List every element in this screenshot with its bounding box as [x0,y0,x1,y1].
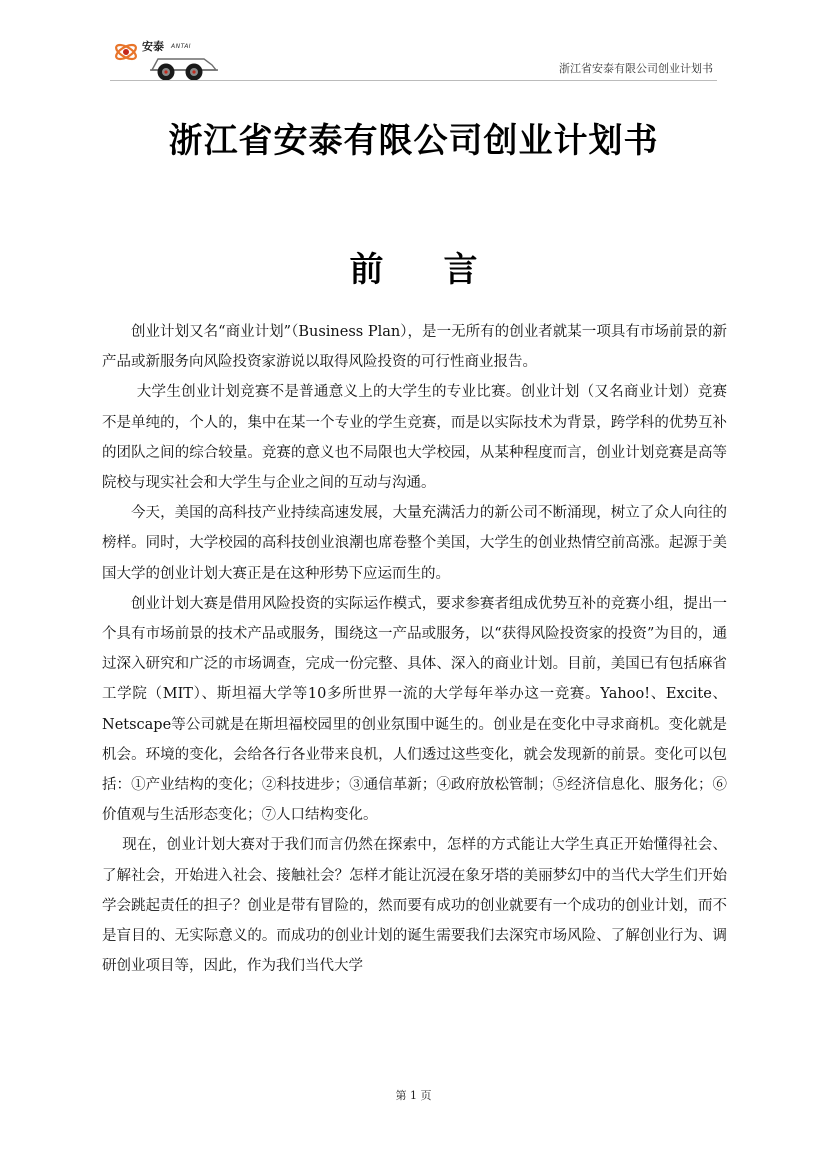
page-number: 第 1 页 [395,1089,432,1102]
paragraph: 今天，美国的高科技产业持续高速发展，大量充满活力的新公司不断涌现，树立了众人向往的榜样。同时，大学校园的高科技创业浪潮也席卷整个美国，大学生的创业热情空前高涨。起源于美国大学的创业计划大赛正是在这种形势下应运而生的。 [102,505,727,582]
company-logo [112,32,224,84]
paragraph: 创业计划大赛是借用风险投资的实际运作模式，要求参赛者组成优势互补的竞赛小组，提出一个具有市场前景的技术产品或服务，围绕这一产品或服务，以“获得风险投资家的投资”为目的，通过深入研究和广泛的市场调查，完成一份完整、具体、深入的商业计划。目前，美国已有包括麻省工学院（MIT）、斯坦福大学等10多所世界一流的大学每年举办这一竞赛。Yahoo!、Excite、Netscape等公司就是在斯坦福校园里的创业氛围中诞生的。创业是在变化中寻求商机。变化就是机会。环境的变化，会给各行各业带来良机，人们透过这些变化，就会发现新的前景。变化可以包括：①产业结构的变化；②科技进步；③通信革新；④政府放松管制；⑤经济信息化、服务化；⑥价值观与生活形态变化；⑦人口结构变化。 [102,595,727,824]
section-title [0,242,827,291]
section-title-char-2: 言 [443,250,478,290]
paragraph: 创业计划又名“商业计划”（Business Plan），是一无所有的创业者就某一项具有市场前景的新产品或新服务向风险投资家游说以取得风险投资的可行性商业报告。 [102,324,727,371]
body-text [102,317,727,981]
section-title-char-1: 前 [349,250,384,290]
logo-chinese-text: 安泰 [142,40,164,53]
running-header-title: 浙江省安泰有限公司创业计划书 [559,62,713,75]
paragraph: 大学生创业计划竞赛不是普通意义上的大学生的专业比赛。创业计划（又名商业计划）竞赛不是单纯的，个人的，集中在某一个专业的学生竞赛，而是以实际技术为背景，跨学科的优势互补的团队之间的综合较量。竞赛的意义也不局限也大学校园，从某种程度而言，创业计划竞赛是高等院校与现实社会和大学生与企业之间的互动与沟通。 [102,384,727,492]
document-title: 浙江省安泰有限公司创业计划书 [168,121,659,161]
logo-mark-icon [112,32,224,84]
logo-english-text: ANTAI [171,43,192,50]
header-divider [110,80,717,81]
paragraph: 现在，创业计划大赛对于我们而言仍然在探索中，怎样的方式能让大学生真正开始懂得社会、了解社会，开始进入社会、接触社会？怎样才能让沉浸在象牙塔的美丽梦幻中的当代大学生们开始学会跳起责任的担子？创业是带有冒险的，然而要有成功的创业就要有一个成功的创业计划，而不是盲目的、无实际意义的。而成功的创业计划的诞生需要我们去深究市场风险、了解创业行为、调研创业项目等，因此，作为我们当代大学 [102,837,727,975]
